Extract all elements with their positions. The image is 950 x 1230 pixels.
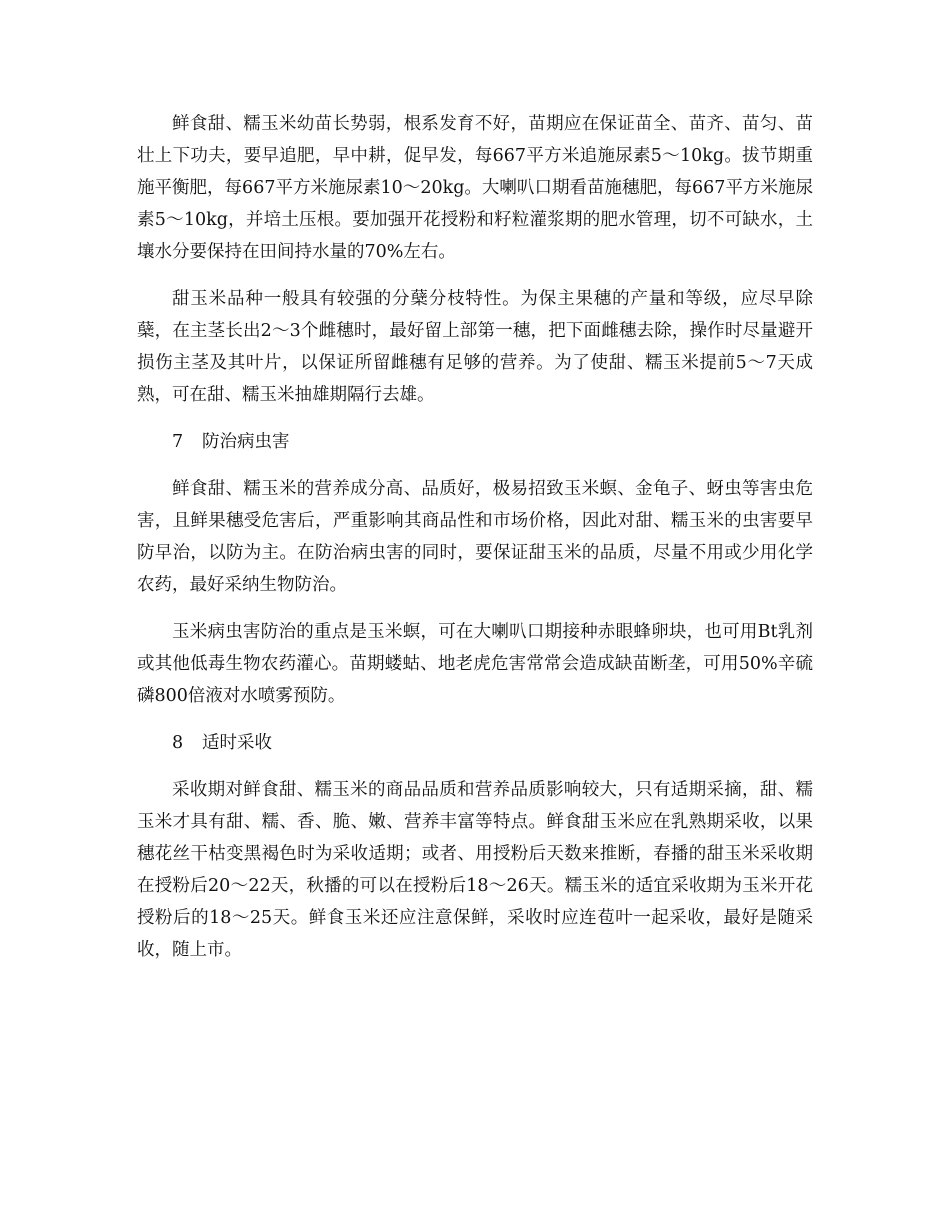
- section-number: 7: [172, 432, 184, 452]
- section-heading-pest-control: [137, 426, 813, 458]
- paragraph-corn-borer-control: 玉米病虫害防治的重点是玉米螟，可在大喇叭口期接种赤眼蜂卵块，也可用Bt乳剂或其他低毒生物农药灌心。苗期蝼蛄、地老虎危害常常会造成缺苗断垄，可用50%辛硫磷800倍液对水喷雾预防。: [137, 622, 813, 706]
- section-title: 适时采收: [202, 733, 272, 753]
- paragraph-pest-overview: 鲜食甜、糯玉米的营养成分高、品质好，极易招致玉米螟、金龟子、蚜虫等害虫危害，且鲜果穗受危害后，严重影响其商品性和市场价格，因此对甜、糯玉米的虫害要早防早治，以防为主。在防治病虫害的同时，要保证甜玉米的品质，尽量不用或少用化学农药，最好采纳生物防治。: [137, 479, 813, 595]
- paragraph-harvest-timing: 采收期对鲜食甜、糯玉米的商品品质和营养品质影响较大，只有适期采摘，甜、糯玉米才具有甜、糯、香、脆、嫩、营养丰富等特点。鲜食甜玉米应在乳熟期采收，以果穗花丝干枯变黑褐色时为采收适期；或者、用授粉后天数来推断，春播的甜玉米采收期在授粉后20～22天，秋播的可以在授粉后18～26天。糯玉米的适宜采收期为玉米开花授粉后的18～25天。鲜食玉米还应注意保鲜，采收时应连苞叶一起采收，最好是随采收，随上市。: [137, 780, 813, 960]
- section-heading-harvest: [137, 727, 813, 759]
- paragraph-tiller-removal: 甜玉米品种一般具有较强的分蘖分枝特性。为保主果穗的产量和等级，应尽早除蘖，在主茎长出2～3个雌穗时，最好留上部第一穗，把下面雌穗去除，操作时尽量避开损伤主茎及其叶片，以保证所留雌穗有足够的营养。为了使甜、糯玉米提前5～7天成熟，可在甜、糯玉米抽雄期隔行去雄。: [137, 289, 813, 405]
- paragraph-fertilizer-management: 鲜食甜、糯玉米幼苗长势弱，根系发育不好，苗期应在保证苗全、苗齐、苗匀、苗壮上下功夫，要早追肥，早中耕，促早发，每667平方米追施尿素5～10kg。拔节期重施平衡肥，每667平方米施尿素10～20kg。大喇叭口期看苗施穗肥，每667平方米施尿素5～10kg，并培土压根。要加强开花授粉和籽粒灌浆期的肥水管理，切不可缺水，土壤水分要保持在田间持水量的70%左右。: [137, 114, 813, 262]
- section-number: 8: [172, 733, 184, 753]
- section-title: 防治病虫害: [202, 432, 290, 452]
- document-body: [137, 108, 813, 981]
